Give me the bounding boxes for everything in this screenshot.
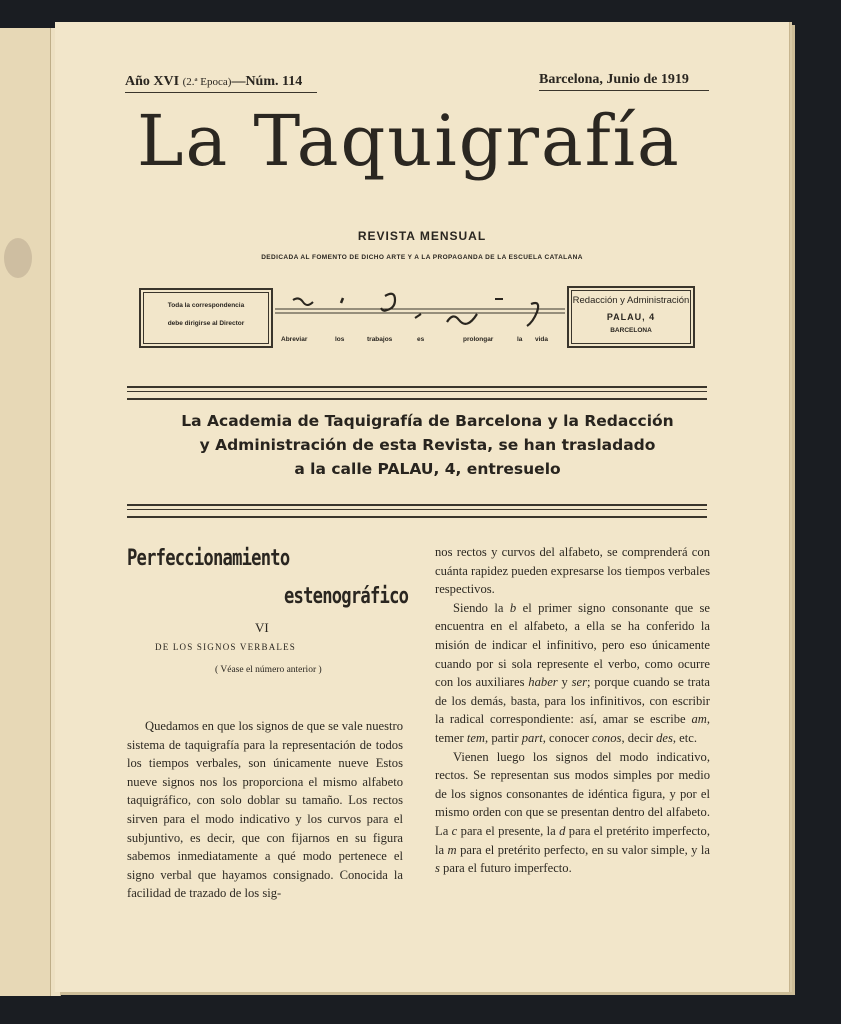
steno-label: la: [517, 336, 523, 343]
administration-line1: Redacción y Administración: [572, 295, 690, 306]
administration-line2: PALAU, 4: [606, 312, 656, 322]
paragraph: [435, 748, 710, 878]
italic-term: ser: [571, 675, 588, 690]
steno-stroke-2: [341, 298, 343, 303]
steno-label: Abreviar: [281, 336, 308, 343]
issue-info: [125, 74, 302, 90]
correspondence-box: [139, 288, 273, 348]
italic-term: tem: [466, 730, 486, 745]
article-title-line2: estenográfico: [284, 584, 409, 609]
steno-stroke-7: [527, 303, 538, 326]
chapter-title: DE LOS SIGNOS VERBALES: [155, 642, 296, 652]
date-underline: [539, 90, 709, 91]
text-run: Siendo la: [453, 600, 510, 615]
page-fold: [0, 28, 51, 996]
announcement-line2: y Administración de esta Revista, se han trasladado: [199, 436, 656, 454]
correspondence-line2: debe dirigirse al Director: [167, 320, 245, 327]
issue-underline: [125, 92, 317, 93]
text-run: Vienen luego los signos del modo indicativo, rectos. Se representan sus modos simples por medio de los signos consonantes de idéntica figura, y por el mismo orden con que se presentan dentro del alfabeto. La: [435, 749, 710, 838]
text-run: , conocer: [542, 730, 593, 745]
italic-term: part: [521, 730, 543, 745]
text-run: , temer: [435, 712, 710, 745]
steno-label: los: [335, 336, 345, 343]
steno-stroke-4: [415, 314, 421, 318]
steno-label: prolongar: [463, 336, 494, 343]
place-date: Barcelona, Junio de 1919: [539, 72, 689, 87]
italic-term: des: [656, 730, 673, 745]
italic-term: am: [691, 712, 707, 727]
issue-year: Año XVI: [125, 74, 180, 89]
article-title-line1: Perfeccionamiento: [127, 546, 290, 571]
ink-blot: [4, 238, 32, 278]
text-run: , etc.: [672, 730, 697, 745]
previous-page-edge: [0, 28, 61, 996]
text-run: para el pretérito imperfecto, la: [435, 823, 710, 857]
italic-term: s: [435, 861, 440, 876]
paragraph: [435, 599, 710, 748]
double-rule-bottom: [127, 504, 707, 518]
paragraph: Quedamos en que los signos de que se vale nuestro sistema de taquigrafía para la representación de todos los tiempos verbales, son únicamente nueve Estos nueve signos nos los proporciona el mismo alfabeto taquigráfico, con solo doblar su tamaño. Los rectos sirven para el modo indicativo y los curvos para el subjuntivo, es decir, que con fijarnos en su figura sabemos inmediatamente a qué modo pertenece el signo verbal que hayamos consignado. Conocida la facilidad de trazado de los sig-: [127, 719, 403, 901]
text-run: ; porque cuando se trata de los demás, basta, para los infinitivos, con escribir la radical correspondiente: así, amar se escribe: [435, 675, 711, 727]
text-run: para el presente, la: [457, 823, 560, 838]
text-run: , decir: [621, 730, 657, 745]
text-run: para el pretérito perfecto, en su valor simple, y la: [456, 842, 710, 857]
announcement-line3: a la calle PALAU, 4, entresuelo: [294, 460, 561, 478]
masthead-title: La Taquigrafía: [137, 100, 681, 182]
administration-line3: BARCELONA: [610, 327, 652, 334]
magazine-page: [55, 22, 790, 992]
reference-note: ( Véase el número anterior ): [215, 665, 322, 675]
masthead-tagline: DEDICADA AL FOMENTO DE DICHO ARTE Y A LA PROPAGANDA DE LA ESCUELA CATALANA: [261, 254, 583, 261]
issue-epoch: (2.ª Epoca): [182, 76, 232, 88]
paragraph: nos rectos y curvos del alfabeto, se comprenderá con cuánta rapidez pueden expresarse los tiempos verbales respectivos.: [435, 545, 710, 597]
article-column-left: [127, 717, 403, 903]
text-run: para el futuro imperfecto.: [439, 861, 572, 876]
issue-number: —Núm. 114: [231, 74, 303, 89]
steno-stroke-1: [293, 298, 313, 305]
double-rule-top: [127, 386, 707, 400]
text-run: el primer signo consonante que se encuentra en el alfabeto, a ella se ha conferido la misión de indicar el infinitivo, pero eso únicamente cuando por si sola represente el verbo, como ocurre con los auxiliares: [435, 600, 711, 690]
italic-term: haber: [528, 675, 558, 690]
steno-stroke-3: [381, 294, 395, 311]
steno-label: es: [417, 336, 425, 343]
italic-term: m: [447, 842, 457, 857]
italic-term: conos: [592, 730, 622, 745]
italic-term: c: [451, 823, 458, 838]
steno-label: trabajos: [367, 336, 393, 343]
announcement-line1: La Academia de Taquigrafía de Barcelona y la Redacción: [181, 412, 674, 430]
italic-term: b: [509, 600, 517, 615]
administration-box: [567, 286, 695, 348]
correspondence-line1: Toda la correspondencia: [167, 302, 245, 309]
steno-stroke-5: [447, 314, 477, 324]
relocation-announcement: [115, 409, 740, 481]
article-column-right: [435, 543, 710, 878]
italic-term: d: [559, 823, 566, 838]
steno-label: vida: [535, 336, 549, 343]
text-run: y: [557, 675, 572, 690]
masthead-subtitle: REVISTA MENSUAL: [357, 229, 487, 243]
chapter-number: VI: [255, 620, 269, 635]
text-run: , partir: [485, 730, 522, 745]
